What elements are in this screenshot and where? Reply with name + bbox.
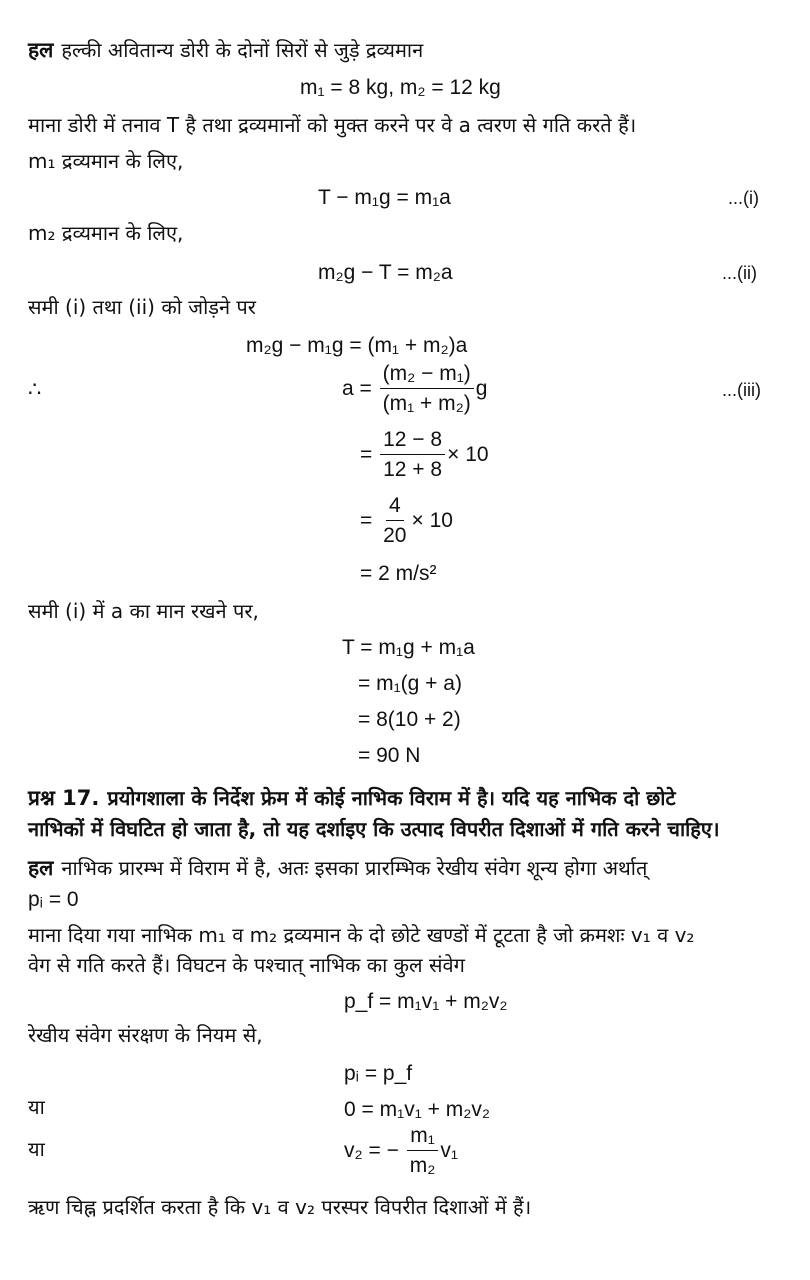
question-17-line-2: नाभिकों में विघटित हो जाता है, तो यह दर्शाइए कि उत्पाद विपरीत दिशाओं में गति करने चाहिए। xyxy=(28,817,720,841)
solution-2-line-2: माना दिया गया नाभिक m₁ व m₂ द्रव्यमान के दो छोटे खण्डों में टूटता है जो क्रमशः v₁ व v₂ xyxy=(28,923,695,947)
equation-1-tag: ...(i) xyxy=(728,188,759,208)
substitute-text: समी (i) में a का मान रखने पर, xyxy=(28,599,259,623)
tension-eq-1: T = m₁g + m₁a xyxy=(342,636,475,659)
assumption-text: माना डोरी में तनाव T है तथा द्रव्यमानों को मुक्त करने पर वे a त्वरण से गति करते हैं। xyxy=(28,113,637,137)
v2-formula xyxy=(344,1124,458,1178)
question-label: प्रश्न 17. xyxy=(28,786,100,810)
step-1-eq: = xyxy=(360,443,373,467)
solution-label: हल xyxy=(28,856,54,880)
fraction-numerator: (m₂ − m₁) xyxy=(380,362,474,389)
or-label-1: या xyxy=(28,1095,45,1119)
for-m2-text: m₂ द्रव्यमान के लिए, xyxy=(28,221,184,245)
v2-fraction xyxy=(407,1124,439,1178)
a-g: g xyxy=(475,377,488,401)
fraction-denominator: (m₁ + m₂) xyxy=(382,392,471,416)
equation-2-tag: ...(ii) xyxy=(722,263,757,283)
adding-text: समी (i) तथा (ii) को जोड़ने पर xyxy=(28,295,256,319)
step-1-fraction xyxy=(380,428,445,482)
question-text: प्रयोगशाला के निर्देश फ्रेम में कोई नाभिक विराम में है। यदि यह नाभिक दो छोटे xyxy=(107,786,676,810)
initial-momentum-eq: pᵢ = 0 xyxy=(28,888,79,911)
fraction-numerator: m₁ xyxy=(407,1124,438,1151)
step-3: = 2 m/s² xyxy=(360,562,437,585)
v2-rhs: v₁ xyxy=(440,1139,458,1163)
or-label-2: या xyxy=(28,1137,45,1161)
tension-eq-3: = 8(10 + 2) xyxy=(358,708,461,731)
solution-2-line-1 xyxy=(28,856,647,880)
tension-eq-4: = 90 N xyxy=(358,744,421,767)
solution-2-line-3: वेग से गति करते हैं। विघटन के पश्चात् नाभिक का कुल संवेग xyxy=(28,953,465,977)
tension-eq-2: = m₁(g + a) xyxy=(358,672,462,695)
conservation-text: रेखीय संवेग संरक्षण के नियम से, xyxy=(28,1023,263,1047)
step-2-mul: × 10 xyxy=(411,509,453,533)
fraction-numerator: 4 xyxy=(386,494,404,521)
acceleration-formula xyxy=(342,362,487,416)
final-momentum-eq: p_f = m₁v₁ + m₂v₂ xyxy=(344,990,508,1013)
step-2 xyxy=(360,494,453,548)
therefore-symbol: ∴ xyxy=(28,378,42,401)
step-2-eq: = xyxy=(360,509,373,533)
step-1-mul: × 10 xyxy=(447,443,489,467)
momentum-equality-eq: pᵢ = p_f xyxy=(344,1062,413,1085)
masses-equation: m₁ = 8 kg, m₂ = 12 kg xyxy=(300,76,501,99)
fraction-denominator: 20 xyxy=(383,524,407,548)
solution-intro-text: हल्की अवितान्य डोरी के दोनों सिरों से जुड़े द्रव्यमान xyxy=(61,38,424,62)
solution-intro-line xyxy=(28,38,423,62)
question-17-line-1 xyxy=(28,786,676,810)
fraction-numerator: 12 − 8 xyxy=(380,428,445,455)
fraction-denominator: m₂ xyxy=(409,1154,436,1178)
step-1 xyxy=(360,428,489,482)
equation-3-tag: ...(iii) xyxy=(722,380,761,400)
equation-2: m₂g − T = m₂a xyxy=(318,261,453,284)
conclusion-text: ऋण चिह्न प्रदर्शित करता है कि v₁ व v₂ परस्पर विपरीत दिशाओं में हैं। xyxy=(28,1195,532,1219)
equation-3: m₂g − m₁g = (m₁ + m₂)a xyxy=(246,334,468,357)
fraction-denominator: 12 + 8 xyxy=(383,458,443,482)
solution-2-text: नाभिक प्रारम्भ में विराम में है, अतः इसका प्रारम्भिक रेखीय संवेग शून्य होगा अर्थात् xyxy=(61,856,648,880)
solution-label: हल xyxy=(28,38,54,62)
zero-momentum-eq: 0 = m₁v₁ + m₂v₂ xyxy=(344,1098,491,1121)
v2-lhs: v₂ = − xyxy=(344,1139,399,1163)
step-2-fraction xyxy=(380,494,409,548)
a-lhs: a = xyxy=(342,377,372,401)
for-m1-text: m₁ द्रव्यमान के लिए, xyxy=(28,149,184,173)
acceleration-fraction xyxy=(380,362,474,416)
equation-1: T − m₁g = m₁a xyxy=(318,186,451,209)
